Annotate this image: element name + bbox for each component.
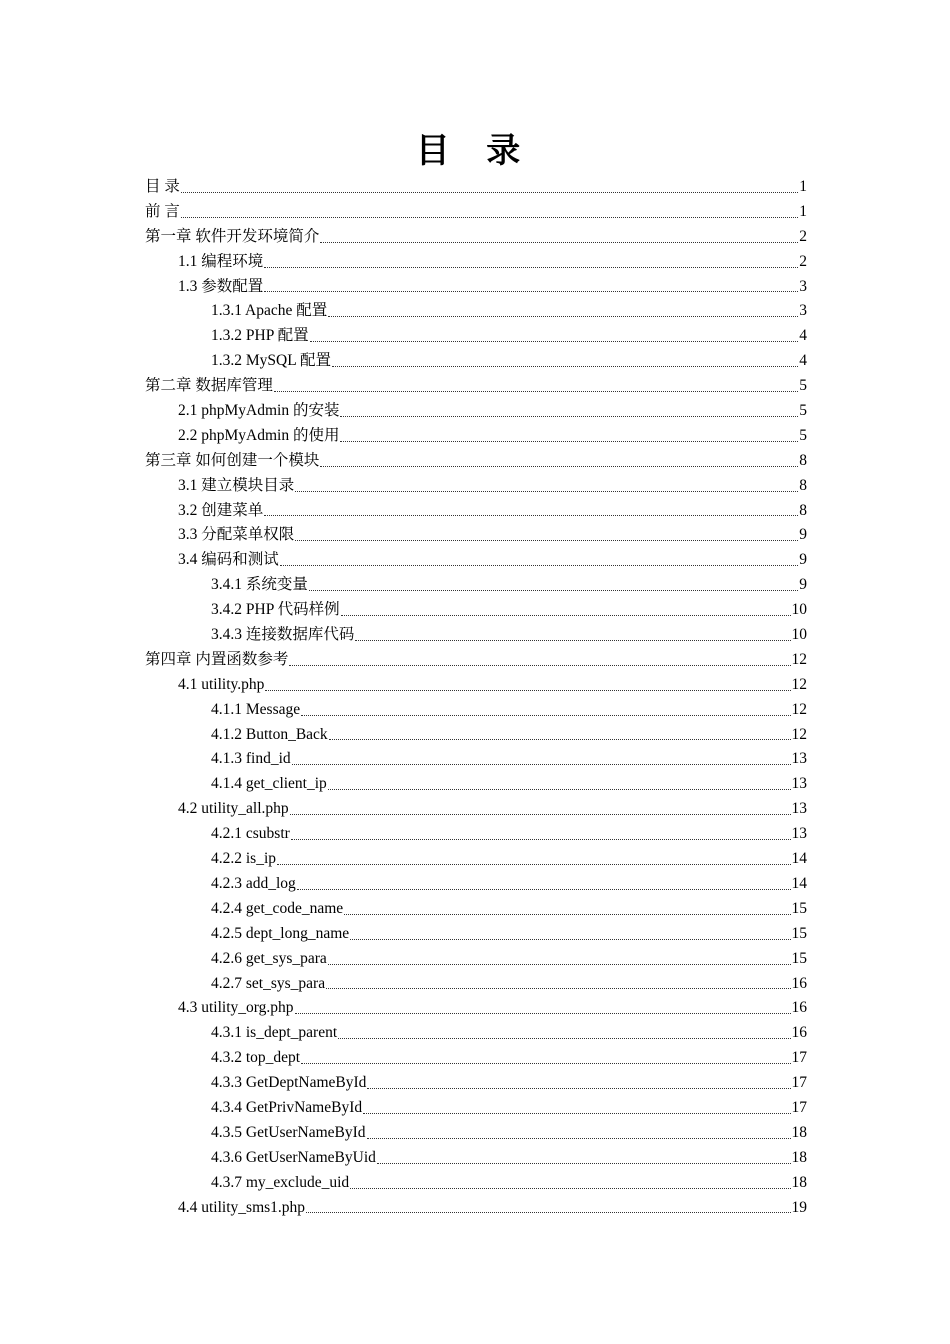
toc-entry-label: 3.4 编码和测试 bbox=[178, 551, 279, 569]
dot-leader bbox=[363, 1113, 790, 1114]
toc-entry-page-number: 13 bbox=[791, 800, 807, 818]
toc-entry[interactable] bbox=[145, 648, 807, 673]
toc-entry-page-number: 4 bbox=[799, 352, 807, 370]
dot-leader bbox=[328, 964, 791, 965]
toc-entry-page-number: 17 bbox=[791, 1049, 807, 1067]
toc-entry[interactable] bbox=[145, 623, 807, 648]
toc-entry-page-number: 17 bbox=[791, 1098, 807, 1116]
dot-leader bbox=[338, 1038, 790, 1039]
dot-leader bbox=[181, 217, 798, 218]
toc-entry[interactable] bbox=[145, 523, 807, 548]
dot-leader bbox=[297, 889, 791, 890]
toc-entry-label: 4.3.4 GetPrivNameById bbox=[211, 1098, 363, 1116]
toc-entry-page-number: 9 bbox=[799, 526, 807, 544]
dot-leader bbox=[350, 1188, 790, 1189]
toc-entry-label: 3.1 建立模块目录 bbox=[178, 476, 295, 494]
toc-entry-label: 2.1 phpMyAdmin 的安装 bbox=[178, 402, 340, 420]
toc-entry-label: 4.2.6 get_sys_para bbox=[211, 949, 327, 967]
toc-entry-page-number: 13 bbox=[791, 825, 807, 843]
toc-entry-page-number: 16 bbox=[791, 1024, 807, 1042]
dot-leader bbox=[329, 739, 791, 740]
toc-entry-page-number: 5 bbox=[799, 426, 807, 444]
toc-entry[interactable] bbox=[145, 972, 807, 997]
toc-entry-page-number: 15 bbox=[791, 899, 807, 917]
toc-entry-label: 1.3.1 Apache 配置 bbox=[211, 302, 328, 320]
toc-entry-page-number: 3 bbox=[799, 302, 807, 320]
dot-leader bbox=[181, 192, 798, 193]
dot-leader bbox=[341, 615, 791, 616]
toc-entry[interactable] bbox=[145, 1121, 807, 1146]
toc-entry-page-number: 18 bbox=[791, 1123, 807, 1141]
toc-entry-label: 4.1.2 Button_Back bbox=[211, 725, 328, 743]
toc-entry-page-number: 9 bbox=[799, 576, 807, 594]
toc-entry-page-number: 18 bbox=[791, 1148, 807, 1166]
toc-entry[interactable] bbox=[145, 947, 807, 972]
dot-leader bbox=[289, 665, 790, 666]
dot-leader bbox=[290, 814, 791, 815]
dot-leader bbox=[328, 789, 791, 790]
toc-entry-label: 4.1.1 Message bbox=[211, 700, 301, 718]
toc-entry-label: 4.3.2 top_dept bbox=[211, 1049, 301, 1067]
toc-entry-label: 3.2 创建菜单 bbox=[178, 501, 264, 519]
toc-entry-page-number: 12 bbox=[791, 725, 807, 743]
toc-entry-page-number: 14 bbox=[791, 850, 807, 868]
toc-entry-page-number: 5 bbox=[799, 377, 807, 395]
toc-entry-page-number: 8 bbox=[799, 451, 807, 469]
dot-leader bbox=[295, 540, 798, 541]
toc-entry-label: 第一章 软件开发环境简介 bbox=[145, 227, 320, 245]
dot-leader bbox=[367, 1138, 791, 1139]
toc-entry[interactable] bbox=[145, 698, 807, 723]
toc-entry[interactable] bbox=[145, 872, 807, 897]
dot-leader bbox=[344, 914, 790, 915]
toc-entry-page-number: 12 bbox=[791, 650, 807, 668]
toc-entry[interactable] bbox=[145, 474, 807, 499]
toc-entry[interactable] bbox=[145, 1171, 807, 1196]
dot-leader bbox=[340, 441, 798, 442]
dot-leader bbox=[264, 291, 798, 292]
toc-entry-page-number: 1 bbox=[799, 202, 807, 220]
toc-entry-page-number: 15 bbox=[791, 924, 807, 942]
dot-leader bbox=[295, 1013, 791, 1014]
toc-entry-label: 4.2 utility_all.php bbox=[178, 800, 289, 818]
toc-entry[interactable] bbox=[145, 275, 807, 300]
toc-entry-label: 4.3.6 GetUserNameByUid bbox=[211, 1148, 376, 1166]
toc-entry[interactable] bbox=[145, 1071, 807, 1096]
toc-entry-page-number: 5 bbox=[799, 402, 807, 420]
toc-entry-page-number: 15 bbox=[791, 949, 807, 967]
toc-entry-label: 1.1 编程环境 bbox=[178, 252, 264, 270]
toc-entry-label: 2.2 phpMyAdmin 的使用 bbox=[178, 426, 340, 444]
toc-entry[interactable] bbox=[145, 673, 807, 698]
toc-entry-label: 4.2.3 add_log bbox=[211, 874, 296, 892]
dot-leader bbox=[310, 341, 799, 342]
toc-entry-page-number: 17 bbox=[791, 1074, 807, 1092]
dot-leader bbox=[355, 640, 790, 641]
toc-entry[interactable] bbox=[145, 996, 807, 1021]
dot-leader bbox=[332, 366, 798, 367]
toc-entry-label: 3.3 分配菜单权限 bbox=[178, 526, 295, 544]
dot-leader bbox=[377, 1163, 791, 1164]
toc-entry[interactable] bbox=[145, 200, 807, 225]
dot-leader bbox=[274, 391, 798, 392]
toc-entry-page-number: 13 bbox=[791, 775, 807, 793]
toc-entry-label: 第三章 如何创建一个模块 bbox=[145, 451, 320, 469]
toc-entry-label: 4.1.3 find_id bbox=[211, 750, 291, 768]
toc-entry-page-number: 13 bbox=[791, 750, 807, 768]
dot-leader bbox=[301, 1063, 790, 1064]
toc-entry-page-number: 2 bbox=[799, 252, 807, 270]
toc-entry[interactable] bbox=[145, 772, 807, 797]
dot-leader bbox=[320, 466, 798, 467]
dot-leader bbox=[328, 316, 798, 317]
toc-entry-page-number: 10 bbox=[791, 626, 807, 644]
toc-entry[interactable] bbox=[145, 598, 807, 623]
toc-entry-label: 4.2.7 set_sys_para bbox=[211, 974, 326, 992]
toc-entry-page-number: 9 bbox=[799, 551, 807, 569]
toc-entry[interactable] bbox=[145, 822, 807, 847]
toc-entry-page-number: 16 bbox=[791, 974, 807, 992]
toc-entry-label: 4.1.4 get_client_ip bbox=[211, 775, 327, 793]
toc-entry-label: 4.2.2 is_ip bbox=[211, 850, 277, 868]
toc-entry[interactable] bbox=[145, 747, 807, 772]
dot-leader bbox=[320, 242, 798, 243]
toc-entry[interactable] bbox=[145, 225, 807, 250]
toc-entry-label: 4.3.5 GetUserNameById bbox=[211, 1123, 366, 1141]
toc-entry-label: 前 言 bbox=[145, 202, 180, 220]
toc-entry[interactable] bbox=[145, 922, 807, 947]
toc-entry-label: 目 录 bbox=[145, 178, 180, 195]
toc-entry-label: 3.4.2 PHP 代码样例 bbox=[211, 601, 340, 619]
toc-entry-page-number: 10 bbox=[791, 601, 807, 619]
dot-leader bbox=[277, 864, 790, 865]
dot-leader bbox=[326, 988, 790, 989]
toc-entry-page-number: 8 bbox=[799, 501, 807, 519]
dot-leader bbox=[264, 267, 798, 268]
toc-entry[interactable] bbox=[145, 573, 807, 598]
toc-entry[interactable] bbox=[145, 847, 807, 872]
dot-leader bbox=[350, 939, 790, 940]
toc-entry-page-number: 8 bbox=[799, 476, 807, 494]
toc-entry-label: 4.2.4 get_code_name bbox=[211, 899, 344, 917]
toc-entry[interactable] bbox=[145, 1096, 807, 1121]
dot-leader bbox=[301, 715, 790, 716]
toc-entry[interactable] bbox=[145, 399, 807, 424]
toc-entry[interactable] bbox=[145, 499, 807, 524]
toc-entry-label: 1.3.2 PHP 配置 bbox=[211, 327, 309, 345]
toc-entry-page-number: 4 bbox=[799, 327, 807, 345]
toc-entry-label: 4.3.3 GetDeptNameById bbox=[211, 1074, 367, 1092]
dot-leader bbox=[367, 1088, 790, 1089]
toc-entry[interactable] bbox=[145, 299, 807, 324]
dot-leader bbox=[265, 690, 790, 691]
dot-leader bbox=[306, 1212, 790, 1213]
dot-leader bbox=[295, 491, 798, 492]
toc-entry-label: 1.3.2 MySQL 配置 bbox=[211, 352, 331, 370]
table-of-contents bbox=[145, 175, 807, 1220]
toc-entry[interactable] bbox=[145, 324, 807, 349]
toc-entry[interactable] bbox=[145, 897, 807, 922]
toc-entry[interactable] bbox=[145, 349, 807, 374]
toc-entry[interactable] bbox=[145, 374, 807, 399]
toc-entry[interactable] bbox=[145, 548, 807, 573]
dot-leader bbox=[309, 590, 798, 591]
toc-entry-label: 1.3 参数配置 bbox=[178, 277, 264, 295]
toc-entry-label: 4.1 utility.php bbox=[178, 675, 265, 693]
toc-entry-label: 4.3 utility_org.php bbox=[178, 999, 294, 1017]
toc-entry-label: 4.3.1 is_dept_parent bbox=[211, 1024, 338, 1042]
toc-entry[interactable] bbox=[145, 1196, 807, 1221]
dot-leader bbox=[340, 416, 798, 417]
toc-entry[interactable] bbox=[145, 1046, 807, 1071]
toc-entry-page-number: 1 bbox=[799, 178, 807, 195]
toc-title: 目 录 bbox=[415, 133, 535, 170]
toc-entry[interactable] bbox=[145, 1021, 807, 1046]
toc-entry[interactable] bbox=[145, 723, 807, 748]
toc-entry-page-number: 12 bbox=[791, 700, 807, 718]
toc-entry-label: 3.4.1 系统变量 bbox=[211, 576, 308, 594]
toc-entry[interactable] bbox=[145, 1146, 807, 1171]
toc-entry-label: 4.4 utility_sms1.php bbox=[178, 1198, 306, 1216]
toc-entry-page-number: 14 bbox=[791, 874, 807, 892]
toc-entry-page-number: 16 bbox=[791, 999, 807, 1017]
dot-leader bbox=[280, 565, 798, 566]
toc-entry-page-number: 2 bbox=[799, 227, 807, 245]
dot-leader bbox=[291, 839, 791, 840]
toc-entry[interactable] bbox=[145, 175, 807, 200]
toc-entry-page-number: 3 bbox=[799, 277, 807, 295]
toc-entry-page-number: 18 bbox=[791, 1173, 807, 1191]
toc-entry-page-number: 12 bbox=[791, 675, 807, 693]
toc-entry-label: 4.2.5 dept_long_name bbox=[211, 924, 350, 942]
toc-entry[interactable] bbox=[145, 797, 807, 822]
toc-entry[interactable] bbox=[145, 449, 807, 474]
toc-entry-label: 3.4.3 连接数据库代码 bbox=[211, 626, 355, 644]
dot-leader bbox=[264, 515, 798, 516]
toc-entry-label: 第四章 内置函数参考 bbox=[145, 650, 289, 668]
toc-entry[interactable] bbox=[145, 424, 807, 449]
toc-entry-label: 4.3.7 my_exclude_uid bbox=[211, 1173, 350, 1191]
toc-entry-page-number: 19 bbox=[791, 1198, 807, 1216]
toc-entry[interactable] bbox=[145, 250, 807, 275]
toc-entry-label: 4.2.1 csubstr bbox=[211, 825, 290, 843]
toc-entry-label: 第二章 数据库管理 bbox=[145, 377, 273, 395]
dot-leader bbox=[292, 764, 791, 765]
